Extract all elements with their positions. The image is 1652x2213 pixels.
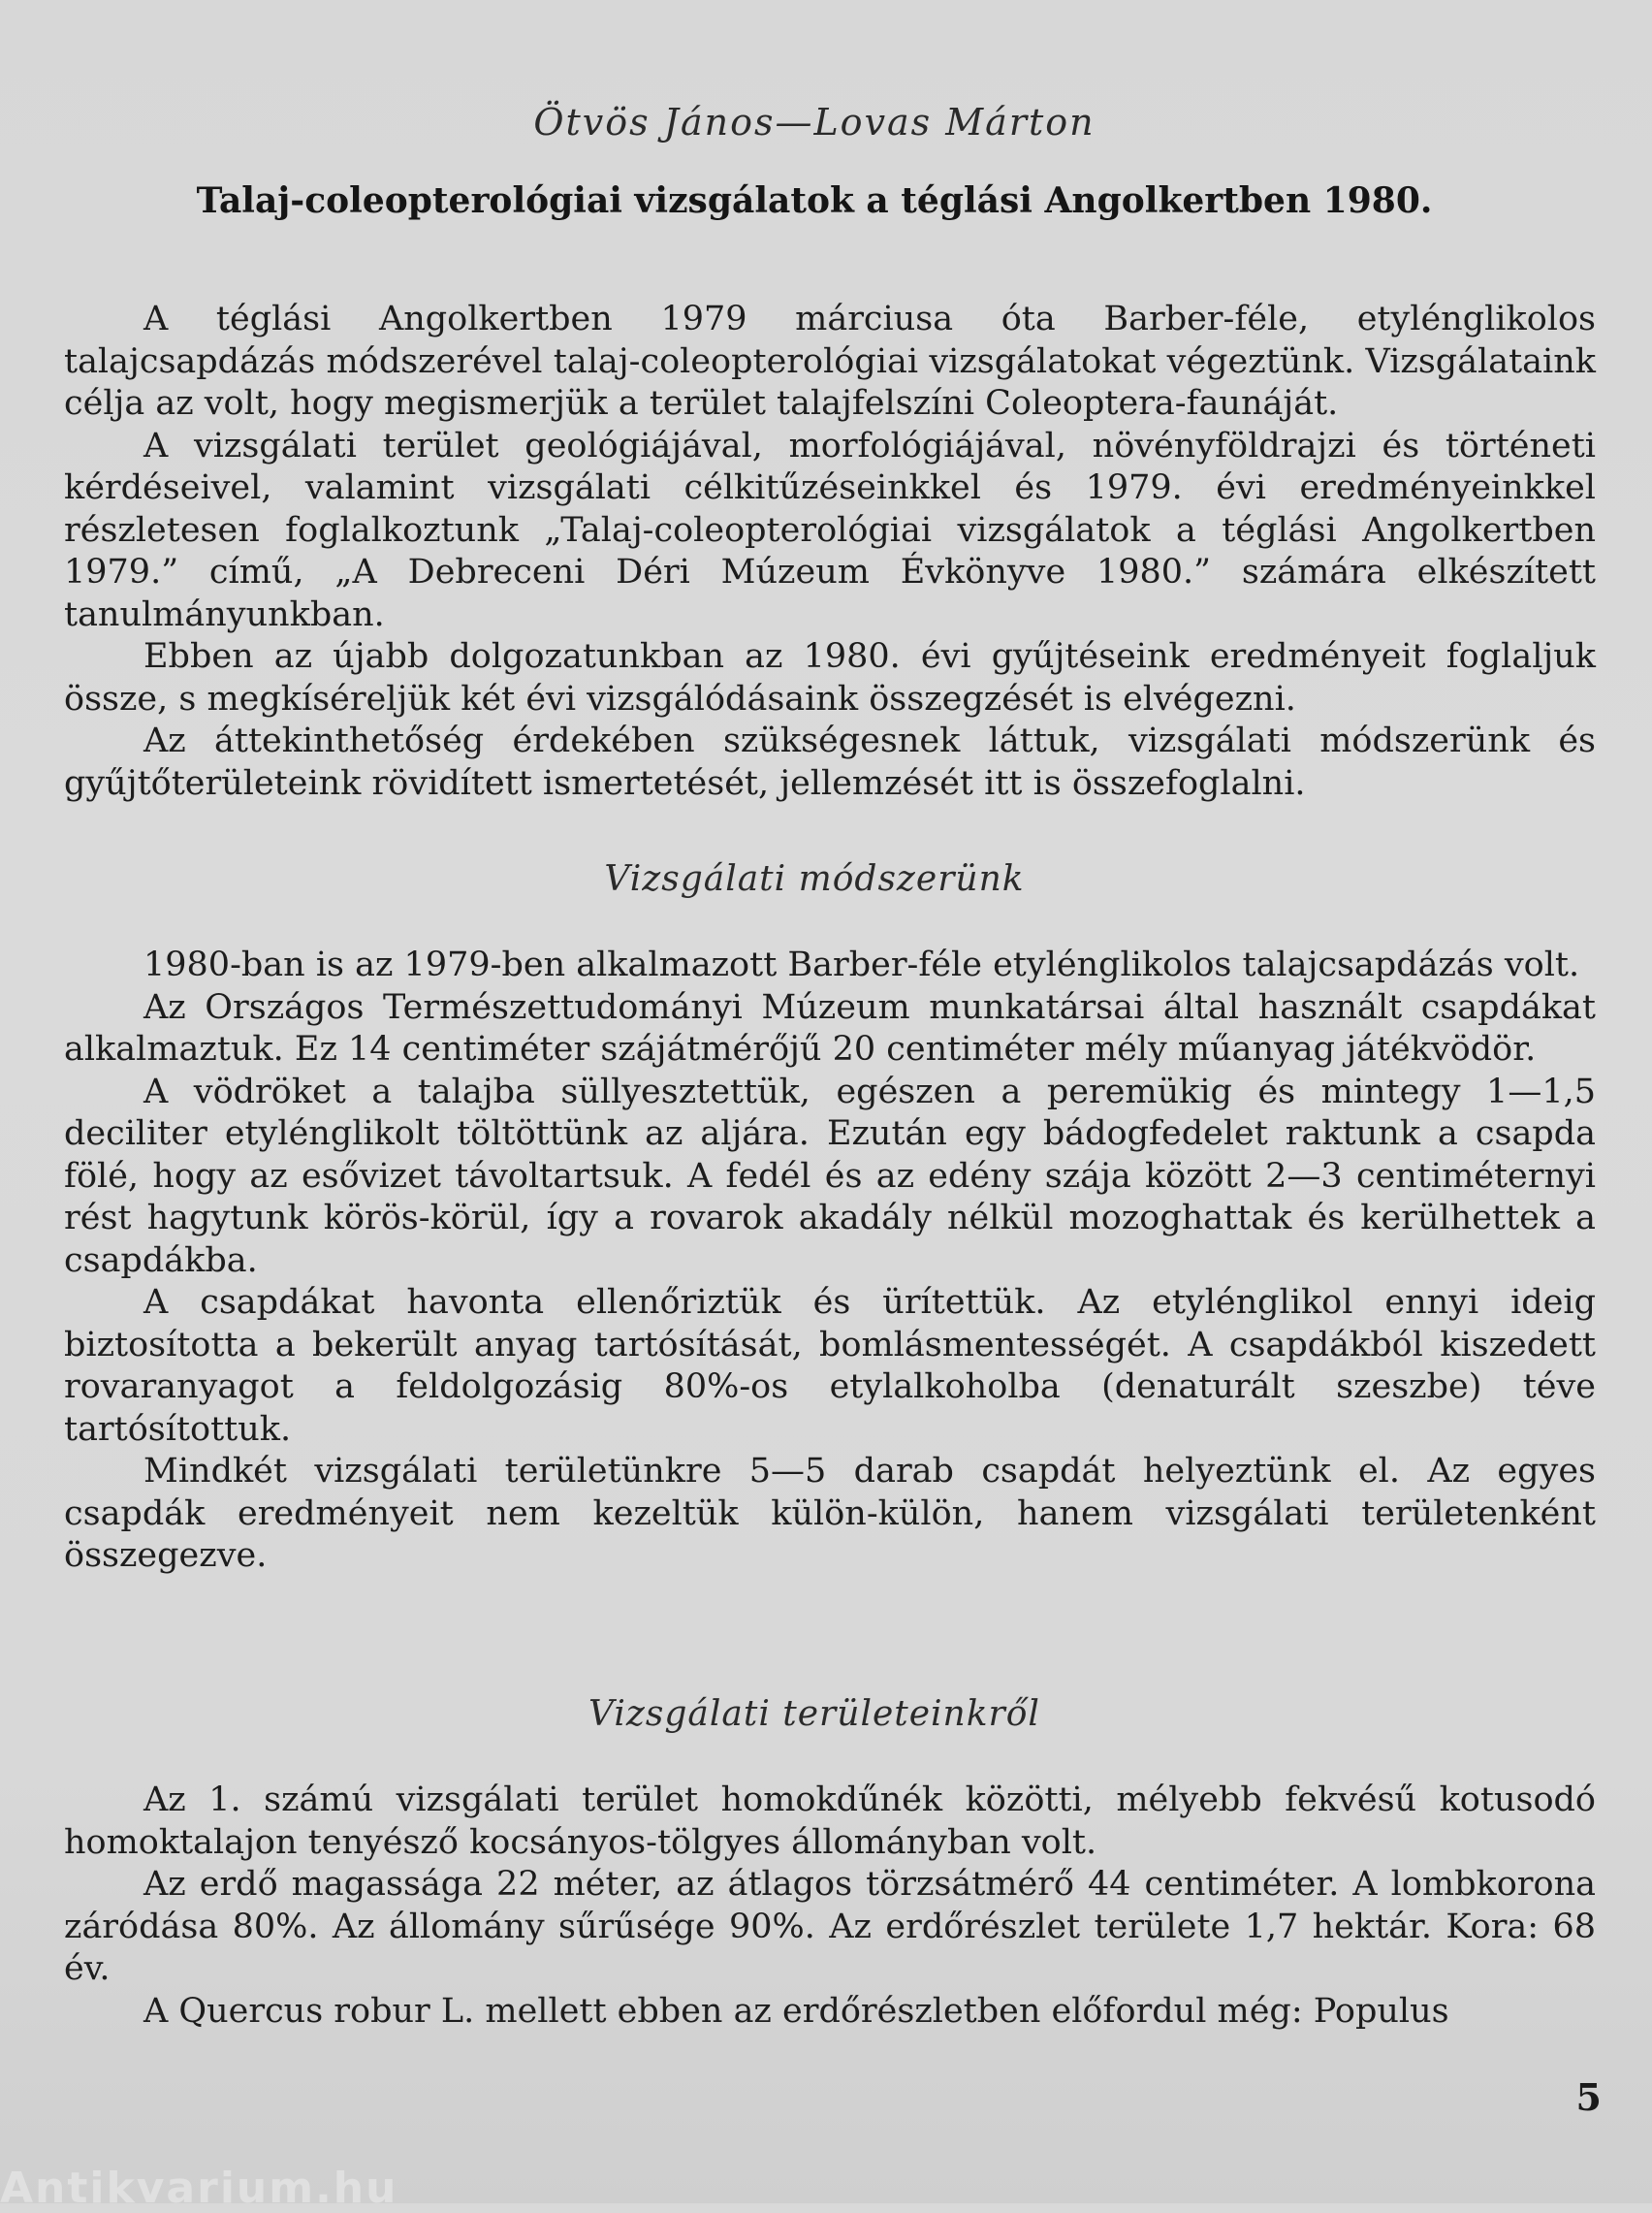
paragraph: A Quercus robur L. mellett ebben az erdőrészletben előfordul még: Populus xyxy=(143,1991,1449,2031)
paragraph: A vizsgálati terület geológiájával, morfológiájával, növényföldrajzi és történeti kérdéseivel, valamint vizsgálati célkitűzéseinkkel és 1979. évi eredményeinkkel részletesen foglalkoztunk „Talaj-coleopterológiai vizsgálatok a téglási Angolkertben 1979.” című, „A Debreceni Déri Múzeum Évkönyve 1980.” számára elkészített tanulmányunkban. xyxy=(64,426,1596,634)
article-title: Talaj-coleopterológiai vizsgálatok a téglási Angolkertben 1980. xyxy=(196,180,1433,221)
paragraph: Mindkét vizsgálati területünkre 5—5 darab csapdát helyeztünk el. Az egyes csapdák eredményeit nem kezeltük külön-külön, hanem vizsgálati területenként összegezve. xyxy=(64,1452,1596,1575)
paragraph: Az erdő magassága 22 méter, az átlagos törzsátmérő 44 centiméter. A lombkorona záródása 80%. Az állomány sűrűsége 90%. Az erdőrészlet területe 1,7 hektár. Kora: 68 év. xyxy=(64,1865,1596,1988)
paragraph: 1980-ban is az 1979-ben alkalmazott Barber-féle etylénglikolos talajcsapdázás volt. xyxy=(143,946,1580,984)
paragraph: Ebben az újabb dolgozatunkban az 1980. évi gyűjtéseink eredményeit foglaljuk össze, s megkíséreljük két évi vizsgálódásaink összegzését is elvégezni. xyxy=(64,637,1596,719)
paragraph: Az Országos Természettudományi Múzeum munkatársai által használt csapdákat alkalmaztuk. Ez 14 centiméter szájátmérőjű 20 centiméter mély műanyag játékvödör. xyxy=(64,987,1596,1069)
areas-section xyxy=(64,1780,1596,2033)
paragraph: A téglási Angolkertben 1979 márciusa óta Barber-féle, etylénglikolos talajcsapdázás módszerével talaj-coleopterológiai vizsgálatokat végeztünk. Vizsgálataink célja az volt, hogy megismerjük a terület talajfelszíni Coleoptera-faunáját. xyxy=(64,300,1596,423)
page-number: 5 xyxy=(1575,2075,1602,2119)
paragraph: Az 1. számú vizsgálati terület homokdűnék közötti, mélyebb fekvésű kotusodó homoktalajon tenyésző kocsányos-tölgyes állományban volt. xyxy=(64,1780,1596,1862)
methods-section xyxy=(64,945,1596,1578)
watermark: Antikvarium.hu xyxy=(0,2164,398,2213)
section-heading-methods: Vizsgálati módszerünk xyxy=(604,859,1025,899)
intro-section xyxy=(64,299,1596,805)
paragraph: Az áttekinthetőség érdekében szükségesnek láttuk, vizsgálati módszerünk és gyűjtőterületeink rövidített ismertetését, jellemzését itt is összefoglalni. xyxy=(64,722,1596,803)
authors-line: Ötvös János—Lovas Márton xyxy=(533,101,1096,144)
paragraph: A vödröket a talajba süllyesztettük, egészen a peremükig és mintegy 1—1,5 deciliter etylénglikolt töltöttünk az aljára. Ezután egy bádogfedelet raktunk a csapda fölé, hogy az esővizet távoltartsuk. A fedél és az edény szája között 2—3 centiméternyi rést hagytunk körös-körül, így a rovarok akadály nélkül mozoghattak és kerülhettek a csapdákba. xyxy=(64,1072,1596,1280)
section-heading-areas: Vizsgálati területeinkről xyxy=(588,1694,1040,1734)
paragraph: A csapdákat havonta ellenőriztük és ürítettük. Az etylénglikol ennyi ideig biztosította a bekerült anyag tartósítását, bomlásmentességét. A csapdákból kiszedett rovaranyagot a feldolgozásig 80%-os etylalkoholba (denaturált szeszbe) téve tartósítottuk. xyxy=(64,1283,1596,1449)
